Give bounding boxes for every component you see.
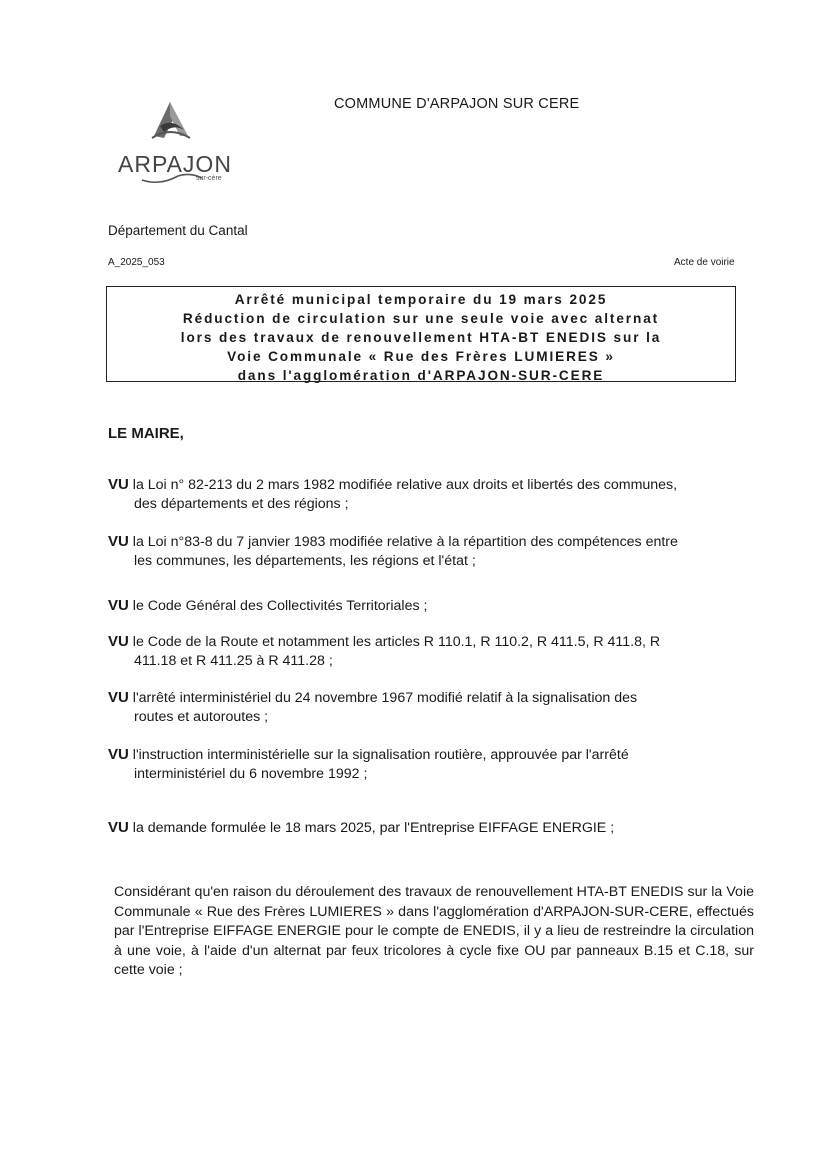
visa-text-continued: les communes, les départements, les régions et l'état ; — [134, 553, 476, 569]
logo-wordmark: ARPAJON — [118, 151, 232, 177]
visa-item — [108, 818, 748, 838]
visa-text-continued: 411.18 et R 411.25 à R 411.28 ; — [134, 653, 333, 669]
visa-text: le Code de la Route et notamment les articles R 110.1, R 110.2, R 411.5, R 411.8, R — [132, 634, 661, 650]
considerant-paragraph: Considérant qu'en raison du déroulement des travaux de renouvellement HTA-BT ENEDIS sur la Voie Communale « Rue des Frères LUMIERES » dans l'agglomération d'ARPAJON-SUR-CERE, effectués par l'Entreprise EIFFAGE ENERGIE pour le compte de ENEDIS, il y a lieu de restreindre la circulation à une voie, à l'aide d'un alternat par feux tricolores à cycle fixe OU par panneaux B.15 et C.18, sur cette voie ; — [114, 884, 754, 978]
commune-name: COMMUNE D'ARPAJON SUR CERE — [334, 96, 580, 112]
visa-text: le Code Général des Collectivités Territoriales ; — [132, 598, 428, 614]
visa-item — [108, 532, 748, 571]
arpajon-a-mark-icon — [112, 96, 232, 196]
visa-keyword: VU — [108, 746, 129, 763]
visa-item — [108, 596, 748, 616]
arpajon-logo — [112, 96, 232, 196]
visa-item — [108, 745, 748, 784]
visa-keyword: VU — [108, 819, 129, 836]
title-line: Réduction de circulation sur une seule voie avec alternat — [182, 311, 660, 326]
visa-keyword: VU — [108, 597, 129, 614]
acte-type: Acte de voirie — [674, 257, 735, 268]
visa-item — [108, 688, 748, 727]
title-line: Arrêté municipal temporaire du 19 mars 2025 — [234, 292, 608, 307]
visa-keyword: VU — [108, 689, 129, 706]
visa-keyword: VU — [108, 633, 129, 650]
visa-text-continued: interministériel du 6 novembre 1992 ; — [134, 766, 368, 782]
title-line: Voie Communale « Rue des Frères LUMIERES » — [227, 349, 615, 364]
maire-heading: LE MAIRE, — [108, 425, 184, 442]
visa-text: l'arrêté interministériel du 24 novembre 1967 modifié relatif à la signalisation des — [132, 690, 638, 706]
visa-text: la Loi n°83-8 du 7 janvier 1983 modifiée relative à la répartition des compétences entre — [132, 534, 678, 550]
logo-subtext: sur-cère — [196, 175, 222, 182]
visa-text: l'instruction interministérielle sur la signalisation routière, approuvée par l'arrêté — [132, 747, 629, 763]
title-line: lors des travaux de renouvellement HTA-BT ENEDIS sur la — [180, 330, 662, 345]
visa-item — [108, 632, 748, 671]
visa-text: la Loi n° 82-213 du 2 mars 1982 modifiée relative aux droits et libertés des communes, — [132, 477, 678, 493]
visa-item — [108, 475, 748, 514]
document-reference: A_2025_053 — [108, 257, 165, 268]
visa-text-continued: routes et autoroutes ; — [134, 709, 269, 725]
visa-text-continued: des départements et des régions ; — [134, 496, 349, 512]
visa-keyword: VU — [108, 533, 129, 550]
departement-label: Département du Cantal — [108, 223, 248, 238]
visa-keyword: VU — [108, 476, 129, 493]
visa-text: la demande formulée le 18 mars 2025, par l'Entreprise EIFFAGE ENERGIE ; — [132, 820, 615, 836]
title-line: dans l'agglomération d'ARPAJON-SUR-CERE — [237, 368, 605, 383]
title-box — [106, 286, 736, 382]
